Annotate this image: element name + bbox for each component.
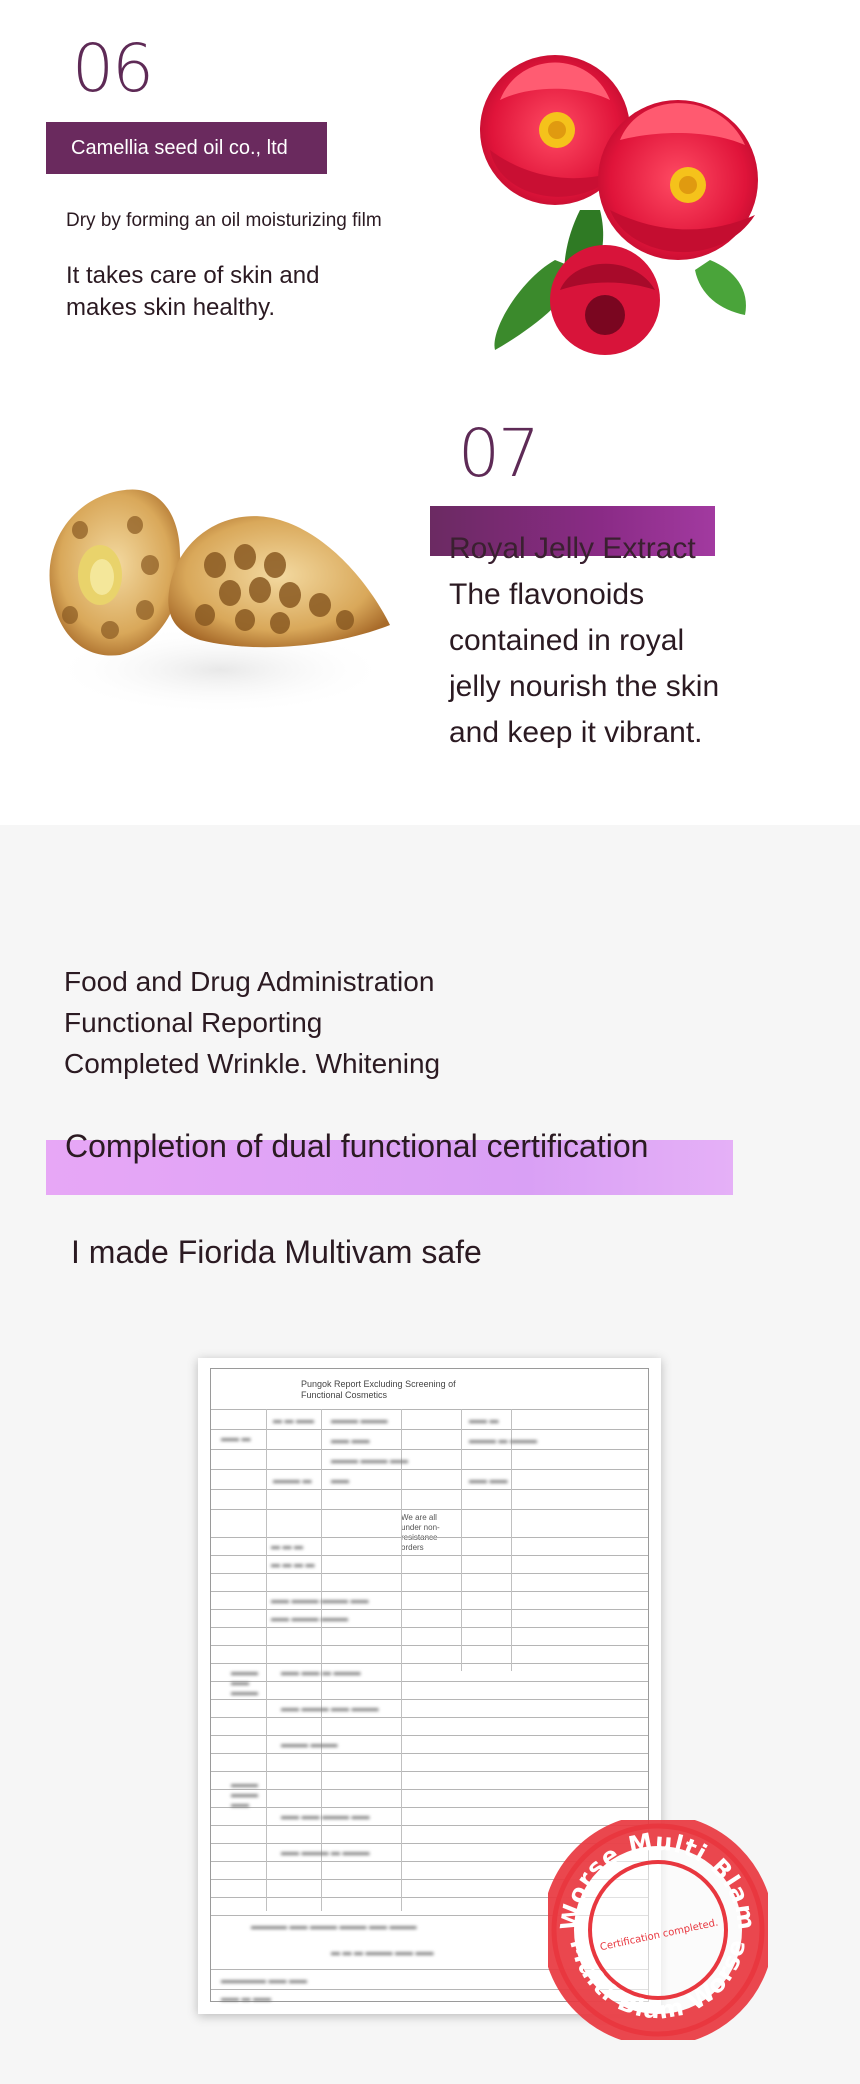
section6-body-line2: makes skin healthy. <box>66 294 275 321</box>
section7-body-line4: and keep it vibrant. <box>449 716 703 749</box>
section7-text <box>449 526 719 756</box>
certificate-table: Pungok Report Excluding Screening of Functional Cosmetics We are all under non- resistance orders ▬▬ ▬ ▬ ▬ ▬▬ ▬▬▬ ▬▬▬ ▬▬ ▬ ▬▬ ▬▬ ▬▬▬ ▬ ▬▬▬ ▬▬▬ ▬▬▬ ▬▬ ▬▬▬ ▬ ▬▬ ▬▬ ▬▬ ▬ ▬ ▬ ▬ ▬ ▬ ▬ ▬▬ ▬▬▬ ▬▬▬ ▬▬ ▬▬ ▬▬▬ ▬▬▬ ▬▬▬ ▬▬ ▬▬▬ ▬▬ ▬▬ ▬ ▬▬▬ ▬▬ ▬▬▬ ▬▬ ▬▬▬ ▬▬▬ ▬▬▬ ▬▬▬ ▬▬▬ ▬▬ ▬▬ ▬▬ ▬▬▬ ▬▬ ▬▬ ▬▬▬ ▬ ▬▬▬ ▬▬▬▬ ▬▬ ▬▬▬ ▬▬▬ ▬▬ ▬▬▬ ▬ ▬ ▬ ▬▬▬ ▬▬ ▬▬ ▬▬▬▬▬ ▬▬ ▬▬ ▬▬ ▬ ▬▬ <box>210 1368 649 2002</box>
certificate-note-line4: orders <box>401 1543 424 1552</box>
certificate-title <box>301 1379 456 1401</box>
stamp-bottom-text: Multi Blam Worse <box>564 1935 752 2025</box>
certificate-note <box>401 1513 440 1553</box>
cert-safe-line: I made Fiorida Multivam safe <box>71 1234 482 1270</box>
certificate-title-line1: Pungok Report Excluding Screening of <box>301 1379 456 1389</box>
section7-body-line3: jelly nourish the skin <box>449 670 720 703</box>
section6-label <box>46 122 327 174</box>
section7-body-line2: contained in royal <box>449 624 685 657</box>
section7-number: 07 <box>458 415 538 492</box>
section7-label: Royal Jelly Extract <box>449 532 696 565</box>
certification-text <box>64 961 440 1084</box>
certificate-title-line2: Functional Cosmetics <box>301 1390 388 1400</box>
section6-label-text: Camellia seed oil co., ltd <box>71 136 288 159</box>
stamp-center-text: Certification completed. <box>599 1917 720 1954</box>
stamp-top-text: Worse Multi Blam <box>555 1827 761 1933</box>
cert-line2: Functional Reporting <box>64 1007 323 1038</box>
certification-stamp <box>548 1820 768 2040</box>
cert-highlight-text: Completion of dual functional certification <box>65 1128 649 1164</box>
certificate-note-line1: We are all <box>401 1513 437 1522</box>
section6-subtitle: Dry by forming an oil moisturizing film <box>66 210 382 231</box>
certificate-note-line2: under non- <box>401 1523 440 1532</box>
section7-body-line1: The flavonoids <box>449 578 645 611</box>
cert-line3: Completed Wrinkle. Whitening <box>64 1048 441 1079</box>
certificate-note-line3: resistance <box>401 1533 438 1542</box>
cert-line1: Food and Drug Administration <box>64 966 435 997</box>
section6-body-line1: It takes care of skin and <box>66 262 320 289</box>
camellia-flower-icon <box>460 30 770 370</box>
honeycomb-icon <box>40 465 400 735</box>
section6-number: 06 <box>72 30 152 107</box>
section6-body <box>66 260 319 324</box>
